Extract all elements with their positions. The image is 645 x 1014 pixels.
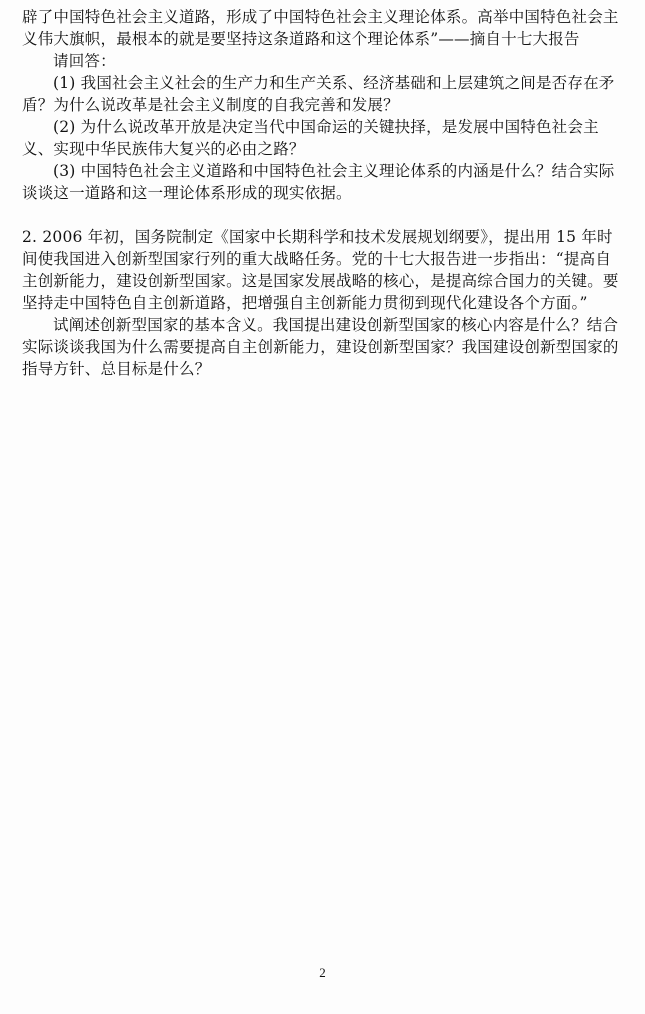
section2-text: 2. 2006 年初，国务院制定《国家中长期科学和技术发展规划纲要》，提出用 15 年时间使我国进入创新型国家行列的重大战略任务。党的十七大报告进一步指出：“提高自主创新能力，建设创新型国家。这是国家发展战略的核心，是提高综合国力的关键。要坚持走中国特色自主创新道路，把增强自主创新能力贯彻到现代化建设各个方面。”: [22, 228, 619, 312]
question-2: (2) 为什么说改革开放是决定当代中国命运的关键抉择，是发展中国特色社会主义、实现中华民族伟大复兴的必由之路？: [22, 118, 599, 158]
section-gap: [22, 204, 620, 226]
question-1: (1) 我国社会主义社会的生产力和生产关系、经济基础和上层建筑之间是否存在矛盾？为什么说改革是社会主义制度的自我完善和发展？: [22, 74, 615, 114]
document-body: [22, 6, 620, 380]
section1-prompt: 请回答：: [53, 52, 116, 70]
question-3: (3) 中国特色社会主义道路和中国特色社会主义理论体系的内涵是什么？结合实际谈谈这一道路和这一理论体系形成的现实依据。: [22, 162, 615, 202]
section2-question: 试阐述创新型国家的基本含义。我国提出建设创新型国家的核心内容是什么？结合实际谈谈我国为什么需要提高自主创新能力，建设创新型国家？我国建设创新型国家的指导方针、总目标是什么？: [22, 316, 619, 378]
page-number: 2: [319, 965, 326, 980]
section1-intro: 辟了中国特色社会主义道路，形成了中国特色社会主义理论体系。高举中国特色社会主义伟大旗帜，最根本的就是要坚持这条道路和这个理论体系”——摘自十七大报告: [22, 8, 619, 48]
